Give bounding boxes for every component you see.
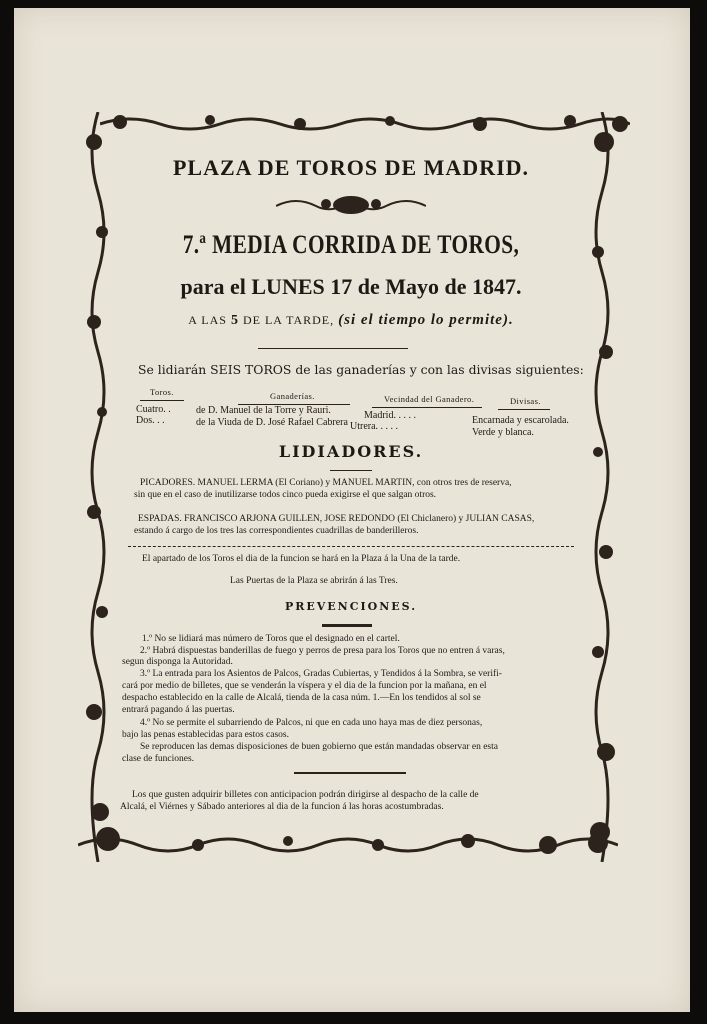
poster-title: PLAZA DE TOROS DE MADRID. bbox=[172, 155, 530, 180]
prevencion-2a: 2.º Habrá dispuestas banderillas de fuego y perros de presa para los Toros que no entren á varas, bbox=[140, 646, 505, 656]
prevencion-3a: 3.º La entrada para los Asientos de Palcos, Gradas Cubiertas, y Tendidos á la Sombra, se verifi- bbox=[140, 669, 502, 679]
divider-rule bbox=[322, 624, 372, 627]
apartado-line: El apartado de los Toros el dia de la funcion se hará en la Plaza á la Una de la tarde. bbox=[142, 554, 461, 564]
header-ganaderias: Ganaderías. bbox=[270, 391, 315, 401]
prevencion-2b: segun disponga la Autoridad. bbox=[122, 657, 233, 667]
picadores-line2: sin que en el caso de inutilizarse todos cinco pueda exigirse el que salgan otros. bbox=[134, 490, 437, 500]
prevencion-4b: bajo las penas establecidas para estos casos. bbox=[122, 730, 289, 740]
espadas-line2: estando á cargo de los tres las correspondientes cuadrillas de banderilleros. bbox=[134, 526, 419, 536]
header-divisas: Divisas. bbox=[510, 396, 541, 406]
hora-condition: (si el tiempo lo permite). bbox=[338, 312, 514, 328]
prevencion-5b: clase de funciones. bbox=[122, 754, 195, 764]
prevencion-1: 1.º No se lidiará mas número de Toros que el designado en el cartel. bbox=[142, 634, 400, 644]
prevencion-3b: cará por medio de billetes, que se venderán la víspera y el dia de la funcion por la mañana, en el bbox=[122, 681, 487, 691]
header-rule bbox=[498, 409, 550, 410]
divider-rule bbox=[258, 348, 408, 349]
prevencion-5a: Se reproducen las demas disposiciones de buen gobierno que están mandadas observar en esta bbox=[140, 742, 498, 752]
row1-vecindad: Madrid. . . . . bbox=[364, 410, 416, 421]
prevencion-3d: entrará pagando á las puertas. bbox=[122, 705, 235, 715]
floral-border-right bbox=[578, 112, 622, 862]
row2-toros: Dos. . . bbox=[136, 415, 165, 426]
divider-rule bbox=[128, 546, 574, 547]
header-rule bbox=[372, 407, 482, 408]
prevenciones-heading: PREVENCIONES. bbox=[284, 600, 418, 613]
picadores-line1: PICADORES. MANUEL LERMA (El Coriano) y MANUEL MARTIN, con otros tres de reserva, bbox=[140, 478, 512, 488]
row1-divisa: Encarnada y escarolada. bbox=[472, 415, 569, 426]
prevencion-4a: 4.º No se permite el subarriendo de Palcos, ni que en cada uno haya mas de diez personas, bbox=[140, 718, 483, 728]
divider-rule bbox=[294, 772, 406, 774]
row2-ganaderia: de la Viuda de D. José Rafael Cabrera bbox=[196, 417, 348, 428]
floral-border-top bbox=[100, 112, 630, 134]
prevencion-3c: despacho establecido en la calle de Alcalá, tienda de la casa núm. 1.—En los tendidos al sol se bbox=[122, 693, 481, 703]
espadas-line1: ESPADAS. FRANCISCO ARJONA GUILLEN, JOSE REDONDO (El Chiclanero) y JULIAN CASAS, bbox=[138, 514, 535, 524]
row1-ganaderia: de D. Manuel de la Torre y Rauri. bbox=[196, 405, 331, 416]
ornament-divider bbox=[276, 192, 426, 220]
row2-divisa: Verde y blanca. bbox=[472, 427, 534, 438]
row2-vecindad: Utrera. . . . . bbox=[350, 421, 399, 432]
puertas-line: Las Puertas de la Plaza se abrirán á las Tres. bbox=[230, 576, 398, 586]
header-vecindad: Vecindad del Ganadero. bbox=[384, 394, 475, 404]
lidiadores-heading: LIDIADORES. bbox=[278, 442, 424, 461]
final-line2: Alcalá, el Viérnes y Sábado anteriores al dia de la funcion á las horas acostumbradas. bbox=[120, 802, 444, 812]
date-line: para el LUNES 17 de Mayo de 1847. bbox=[180, 274, 522, 299]
floral-border-bottom bbox=[78, 815, 618, 859]
corrida-subtitle: 7.ª MEDIA CORRIDA DE TOROS, bbox=[182, 230, 520, 259]
floral-border-left bbox=[80, 112, 110, 862]
hora-prefix: A LAS bbox=[188, 313, 227, 327]
final-line1: Los que gusten adquirir billetes con anticipacion podrán dirigirse al despacho de la calle de bbox=[132, 790, 479, 800]
divider-rule bbox=[330, 470, 372, 471]
hora-suffix: DE LA TARDE, bbox=[242, 313, 335, 327]
hora-number: 5 bbox=[230, 313, 239, 328]
header-rule bbox=[140, 400, 184, 401]
lidiaran-line: Se lidiarán SEIS TOROS de las ganaderías y con las divisas siguientes: bbox=[138, 362, 584, 377]
time-line bbox=[118, 312, 584, 329]
header-toros: Toros. bbox=[150, 387, 174, 397]
row1-toros: Cuatro. . bbox=[136, 404, 171, 415]
